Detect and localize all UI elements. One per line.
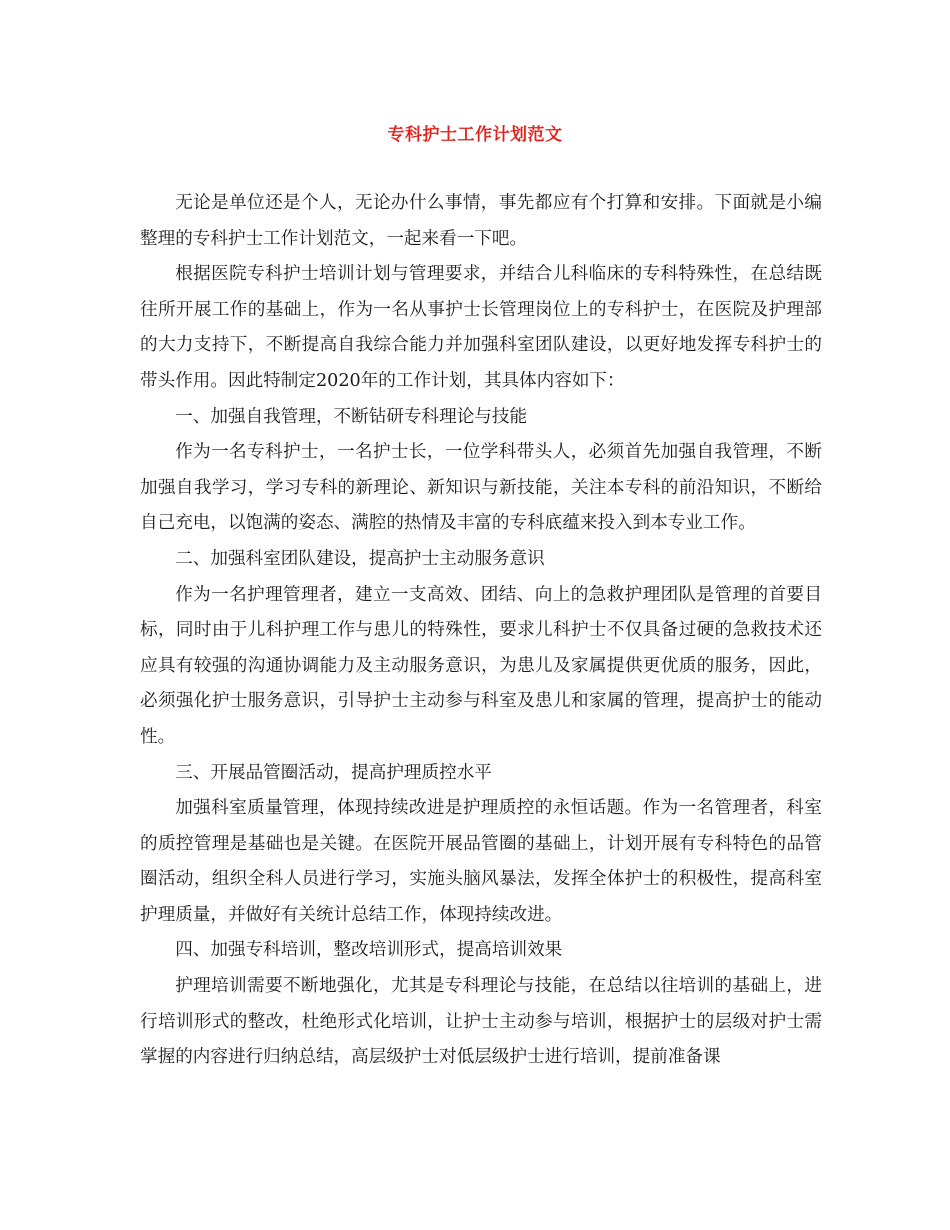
section-heading-2: 二、加强科室团队建设，提高护士主动服务意识 [175, 548, 545, 569]
paragraph-section-3: 加强科室质量管理，体现持续改进是护理质控的永恒话题。作为一名管理者，科室的质控管理是基础也是关键。在医院开展品管圈的基础上，计划开展有专科特色的品管圈活动，组织全科人员进行学习，实施头脑风暴法，发挥全体护士的积极性，提高科室护理质量，并做好有关统计总结工作，体现持续改进。 [140, 798, 822, 925]
paragraph-section-1: 作为一名专科护士，一名护士长，一位学科带头人，必须首先加强自我管理，不断加强自我学习，学习专科的新理论、新知识与新技能，关注本专科的前沿知识，不断给自己充电，以饱满的姿态、满腔的热情及丰富的专科底蕴来投入到本专业工作。 [140, 442, 822, 534]
document-body [140, 186, 822, 1076]
paragraph-section-2: 作为一名护理管理者，建立一支高效、团结、向上的急救护理团队是管理的首要目标，同时由于儿科护理工作与患儿的特殊性，要求儿科护士不仅具备过硬的急救技术还应具有较强的沟通协调能力及主动服务意识，为患儿及家属提供更优质的服务，因此，必须强化护士服务意识，引导护士主动参与科室及患儿和家属的管理，提高护士的能动性。 [140, 584, 822, 747]
paragraph-intro: 无论是单位还是个人，无论办什么事情，事先都应有个打算和安排。下面就是小编整理的专科护士工作计划范文，一起来看一下吧。 [140, 193, 822, 249]
section-heading-3: 三、开展品管圈活动，提高护理质控水平 [175, 762, 492, 783]
paragraph-section-4: 护理培训需要不断地强化，尤其是专科理论与技能，在总结以往培训的基础上，进行培训形式的整改，杜绝形式化培训，让护士主动参与培训，根据护士的层级对护士需掌握的内容进行归纳总结，高层级护士对低层级护士进行培训，提前准备课 [140, 976, 822, 1068]
section-heading-1: 一、加强自我管理，不断钻研专科理论与技能 [175, 406, 528, 427]
document-title: 专科护士工作计划范文 [387, 125, 563, 145]
paragraph-background: 根据医院专科护士培训计划与管理要求，并结合儿科临床的专科特殊性，在总结既往所开展工作的基础上，作为一名从事护士长管理岗位上的专科护士，在医院及护理部的大力支持下，不断提高自我综合能力并加强科室团队建设，以更好地发挥专科护士的带头作用。因此特制定2020年的工作计划，其具体内容如下： [140, 264, 822, 391]
section-heading-4: 四、加强专科培训，整改培训形式，提高培训效果 [175, 940, 563, 961]
